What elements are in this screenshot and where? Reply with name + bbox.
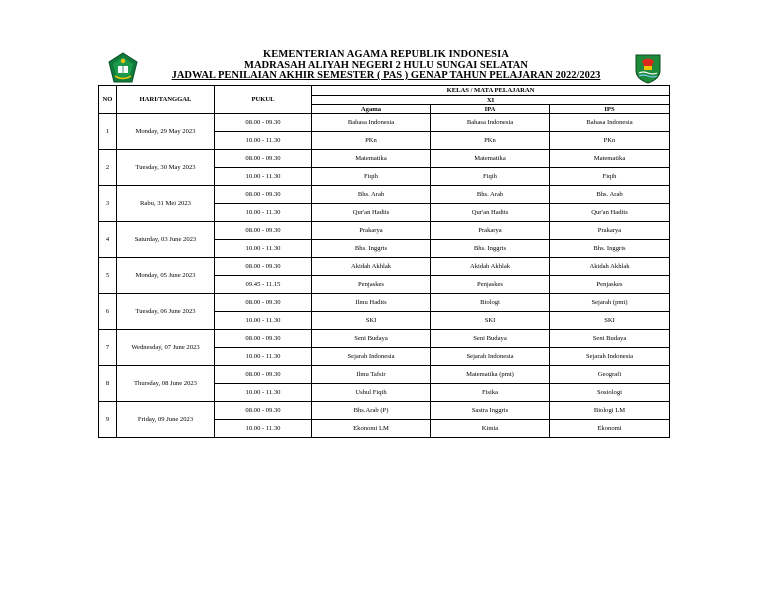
time-slot: 08.00 - 09.30 (215, 258, 312, 276)
day-date: Friday, 09 June 2023 (117, 402, 215, 438)
subject-agama: Ekonomi LM (312, 420, 431, 438)
subject-ipa: Bahasa Indonesia (431, 114, 550, 132)
subject-agama: SKI (312, 312, 431, 330)
subject-agama: Matematika (312, 150, 431, 168)
exam-schedule-table (98, 85, 670, 438)
subject-agama: Akidah Akhlak (312, 258, 431, 276)
subject-agama: Ilmu Hadits (312, 294, 431, 312)
day-number: 9 (99, 402, 117, 438)
time-slot: 10.00 - 11.30 (215, 348, 312, 366)
day-date: Saturday, 03 June 2023 (117, 222, 215, 258)
subject-ips: Akidah Akhlak (550, 258, 670, 276)
subject-agama: Qur'an Hadits (312, 204, 431, 222)
subject-ips: Biologi LM (550, 402, 670, 420)
subject-ips: SKI (550, 312, 670, 330)
day-number: 6 (99, 294, 117, 330)
schedule-row (99, 222, 670, 240)
subject-ipa: Bhs. Arab (431, 186, 550, 204)
time-slot: 08.00 - 09.30 (215, 366, 312, 384)
subject-ipa: SKI (431, 312, 550, 330)
time-slot: 08.00 - 09.30 (215, 330, 312, 348)
time-slot: 10.00 - 11.30 (215, 312, 312, 330)
subject-ips: Geografi (550, 366, 670, 384)
document-header (150, 50, 622, 82)
subject-agama: Bhs. Arab (312, 186, 431, 204)
time-slot: 09.45 - 11.15 (215, 276, 312, 294)
school-name: MADRASAH ALIYAH NEGERI 2 HULU SUNGAI SELATAN (244, 59, 528, 71)
subject-ipa: Seni Budaya (431, 330, 550, 348)
header-stream-ips: IPS (550, 105, 670, 114)
subject-ips: Bhs. Inggris (550, 240, 670, 258)
subject-ips: Qur'an Hadits (550, 204, 670, 222)
subject-agama: Bhs. Inggris (312, 240, 431, 258)
day-number: 2 (99, 150, 117, 186)
schedule-row (99, 186, 670, 204)
schedule-row (99, 294, 670, 312)
subject-ipa: Fiqih (431, 168, 550, 186)
header-stream-ipa: IPA (431, 105, 550, 114)
header-no: NO (99, 86, 117, 114)
subject-ipa: PKn (431, 132, 550, 150)
subject-ips: Bahasa Indonesia (550, 114, 670, 132)
ministry-title: KEMENTERIAN AGAMA REPUBLIK INDONESIA (262, 49, 509, 60)
subject-ipa: Matematika (pmt) (431, 366, 550, 384)
subject-ipa: Penjaskes (431, 276, 550, 294)
kemenag-logo (108, 52, 138, 84)
day-number: 3 (99, 186, 117, 222)
subject-ips: Seni Budaya (550, 330, 670, 348)
subject-ipa: Bhs. Inggris (431, 240, 550, 258)
day-date: Rabu, 31 Mei 2023 (117, 186, 215, 222)
time-slot: 08.00 - 09.30 (215, 294, 312, 312)
day-number: 5 (99, 258, 117, 294)
subject-ips: Penjaskes (550, 276, 670, 294)
schedule-title: JADWAL PENILAIAN AKHIR SEMESTER ( PAS ) GENAP TAHUN PELAJARAN 2022/2023 (171, 70, 601, 81)
subject-ips: Bhs. Arab (550, 186, 670, 204)
time-slot: 08.00 - 09.30 (215, 222, 312, 240)
header-class-xi: XI (312, 96, 670, 105)
subject-ips: Sejarah Indonesia (550, 348, 670, 366)
header-time: PUKUL (215, 86, 312, 114)
time-slot: 08.00 - 09.30 (215, 114, 312, 132)
subject-ipa: Matematika (431, 150, 550, 168)
subject-agama: Sejarah Indonesia (312, 348, 431, 366)
subject-ipa: Sejarah Indonesia (431, 348, 550, 366)
subject-ipa: Fisika (431, 384, 550, 402)
time-slot: 10.00 - 11.30 (215, 420, 312, 438)
subject-agama: Penjaskes (312, 276, 431, 294)
subject-ipa: Biologi (431, 294, 550, 312)
schedule-row (99, 330, 670, 348)
time-slot: 08.00 - 09.30 (215, 186, 312, 204)
time-slot: 10.00 - 11.30 (215, 132, 312, 150)
schedule-row (99, 366, 670, 384)
schedule-row (99, 150, 670, 168)
header-day-date: HARI/TANGGAL (117, 86, 215, 114)
subject-agama: PKn (312, 132, 431, 150)
time-slot: 10.00 - 11.30 (215, 204, 312, 222)
subject-ipa: Sastra Inggris (431, 402, 550, 420)
subject-ipa: Qur'an Hadits (431, 204, 550, 222)
subject-ips: PKn (550, 132, 670, 150)
subject-agama: Fiqih (312, 168, 431, 186)
subject-ipa: Kimia (431, 420, 550, 438)
header-stream-agama: Agama (312, 105, 431, 114)
day-date: Monday, 05 June 2023 (117, 258, 215, 294)
subject-agama: Seni Budaya (312, 330, 431, 348)
subject-agama: Bhs.Arab (P) (312, 402, 431, 420)
day-date: Thursday, 08 June 2023 (117, 366, 215, 402)
schedule-row (99, 114, 670, 132)
schedule-row (99, 402, 670, 420)
time-slot: 10.00 - 11.30 (215, 384, 312, 402)
day-number: 4 (99, 222, 117, 258)
subject-ips: Ekonomi (550, 420, 670, 438)
subject-ipa: Prakarya (431, 222, 550, 240)
subject-ips: Matematika (550, 150, 670, 168)
subject-agama: Ushul Fiqih (312, 384, 431, 402)
subject-ips: Sosiologi (550, 384, 670, 402)
day-date: Wednesday, 07 June 2023 (117, 330, 215, 366)
time-slot: 10.00 - 11.30 (215, 168, 312, 186)
day-date: Tuesday, 06 June 2023 (117, 294, 215, 330)
subject-ips: Sejarah (pmt) (550, 294, 670, 312)
schedule-body (99, 114, 670, 438)
day-number: 8 (99, 366, 117, 402)
subject-ips: Fiqih (550, 168, 670, 186)
header-class-subject: KELAS / MATA PELAJARAN (312, 86, 670, 96)
time-slot: 08.00 - 09.30 (215, 150, 312, 168)
day-number: 7 (99, 330, 117, 366)
day-number: 1 (99, 114, 117, 150)
subject-agama: Prakarya (312, 222, 431, 240)
subject-ips: Prakarya (550, 222, 670, 240)
subject-ipa: Akidah Akhlak (431, 258, 550, 276)
hulu-sungai-selatan-logo (633, 52, 663, 84)
time-slot: 08.00 - 09.30 (215, 402, 312, 420)
subject-agama: Bahasa Indonesia (312, 114, 431, 132)
schedule-row (99, 258, 670, 276)
day-date: Monday, 29 May 2023 (117, 114, 215, 150)
subject-agama: Ilmu Tafsir (312, 366, 431, 384)
day-date: Tuesday, 30 May 2023 (117, 150, 215, 186)
time-slot: 10.00 - 11.30 (215, 240, 312, 258)
